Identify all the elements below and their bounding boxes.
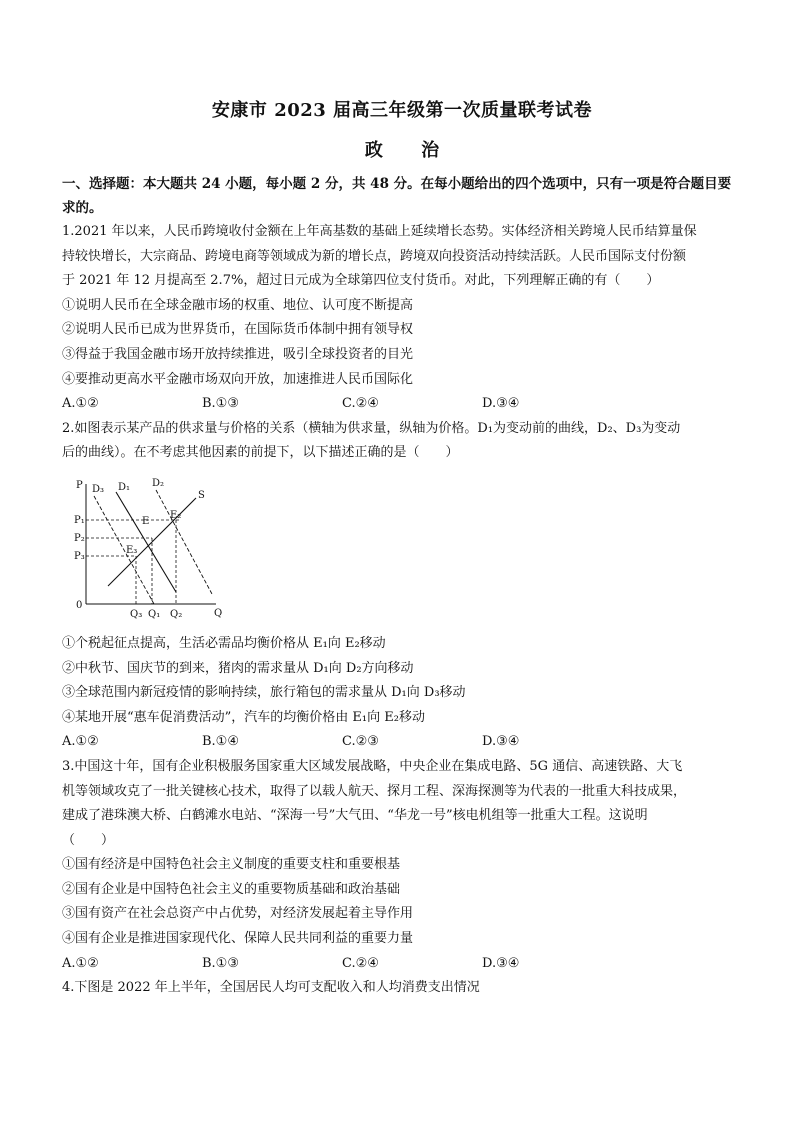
q1-choice-d[interactable]: D.③④ xyxy=(482,396,520,412)
subject-title: 政 治 xyxy=(364,140,456,161)
supply-demand-graph xyxy=(62,476,742,628)
q2-choice-b[interactable]: B.①④ xyxy=(202,734,239,750)
q1-option-1: ①说明人民币在全球金融市场的权重、地位、认可度不断提高 xyxy=(62,297,414,313)
q2-choice-a[interactable]: A.①② xyxy=(62,734,99,750)
d3-label: D₃ xyxy=(92,483,105,495)
q3-stem-line: 建成了港珠澳大桥、白鹤滩水电站、“深海一号”大气田、“华龙一号”核电机组等一批重大工程。这说明 xyxy=(62,808,648,824)
q3-option-1: ①国有经济是中国特色社会主义制度的重要支柱和重要根基 xyxy=(62,857,401,873)
q3-option-4: ④国有企业是推进国家现代化、保障人民共同利益的重要力量 xyxy=(62,931,414,947)
q1-option-3: ③得益于我国金融市场开放持续推进，吸引全球投资者的目光 xyxy=(62,346,414,362)
q3-choice-b[interactable]: B.①③ xyxy=(202,955,239,971)
q1-choice-a[interactable]: A.①② xyxy=(62,396,99,412)
q1-stem-line: 于 2021 年 12 月提高至 2.7%，超过日元成为全球第四位支付货币。对此，下列理解正确的有（ ） xyxy=(62,273,660,289)
demand-curve-d1 xyxy=(116,492,176,592)
question-4 xyxy=(62,976,742,1001)
q2-choices xyxy=(62,730,742,755)
section-heading: 一、选择题：本大题共 24 小题，每小题 2 分，共 48 分。在每小题给出的四个选项中，只有一项是符合题目要求的。 xyxy=(62,176,732,216)
q3-choice-a[interactable]: A.①② xyxy=(62,955,99,971)
p2-label: P₂ xyxy=(74,532,85,544)
d2-label: D₂ xyxy=(152,477,165,489)
q2-label: Q₂ xyxy=(170,608,183,620)
q1-choice-c[interactable]: C.②④ xyxy=(342,396,379,412)
supply-curve-s xyxy=(108,498,196,586)
q2-option-2: ②中秋节、国庆节的到来，猪肉的需求量从 D₁向 D₂方向移动 xyxy=(62,660,414,676)
origin-label: 0 xyxy=(76,599,83,611)
q3-stem-line: 3.中国这十年，国有企业积极服务国家重大区域发展战略，中央企业在集成电路、5G 通信、高速铁路、大飞 xyxy=(62,758,683,774)
demand-curve-d3 xyxy=(94,496,154,604)
q2-choice-c[interactable]: C.②③ xyxy=(342,734,379,750)
q2-option-4: ④某地开展“惠车促消费活动”，汽车的均衡价格由 E₁向 E₂移动 xyxy=(62,709,425,725)
q3-option-3: ③国有资产在社会总资产中占优势，对经济发展起着主导作用 xyxy=(62,906,414,922)
q2-option-1: ①个税起征点提高，生活必需品均衡价格从 E₁向 E₂移动 xyxy=(62,635,386,651)
p3-label: P₃ xyxy=(74,550,85,562)
q1-option-2: ②说明人民币已成为世界货币，在国际货币体制中拥有领导权 xyxy=(62,322,414,338)
q4-stem: 4.下图是 2022 年上半年，全国居民人均可支配收入和人均消费支出情况 xyxy=(62,980,480,996)
e2-label: E₂ xyxy=(170,509,182,521)
q3-stem-line: 机等领域攻克了一批关键核心技术，取得了以载人航天、探月工程、深海探测等为代表的一批重大科技成果， xyxy=(62,783,687,799)
question-2 xyxy=(62,417,742,755)
q1-choices xyxy=(62,392,742,417)
q1-stem-line: 1.2021 年以来，人民币跨境收付金额在上年高基数的基础上延续增长态势。实体经济相关跨境人民币结算量保 xyxy=(62,224,697,239)
q2-stem-line: 后的曲线）。在不考虑其他因素的前提下，以下描述正确的是（ ） xyxy=(62,445,459,461)
q3-option-2: ②国有企业是中国特色社会主义的重要物质基础和政治基础 xyxy=(62,881,401,897)
q1-stem-line: 持较快增长，大宗商品、跨境电商等领域成为新的增长点，跨境双向投资活动持续活跃。人民币国际支付份额 xyxy=(62,248,687,264)
q2-choice-d[interactable]: D.③④ xyxy=(482,734,520,750)
q1-choice-b[interactable]: B.①③ xyxy=(202,396,239,412)
e3-label: E₃ xyxy=(126,544,138,556)
p1-label: P₁ xyxy=(74,514,85,526)
s-label: S xyxy=(198,489,205,501)
q2-stem-line: 2.如图表示某产品的供求量与价格的关系（横轴为供求量，纵轴为价格。D₁为变动前的曲线，D₂、D₃为变动 xyxy=(62,420,681,436)
exam-title: 安康市 2023 届高三年级第一次质量联考试卷 xyxy=(211,100,593,121)
q3-choices xyxy=(62,952,742,977)
d1-label: D₁ xyxy=(118,481,131,493)
question-3 xyxy=(62,755,742,976)
q3-stem-line: （ ） xyxy=(62,832,115,848)
q1-label: Q₁ xyxy=(148,608,161,620)
q2-option-3: ③全球范围内新冠疫情的影响持续，旅行箱包的需求量从 D₁向 D₃移动 xyxy=(62,685,466,701)
q3-choice-c[interactable]: C.②④ xyxy=(342,955,379,971)
supply-demand-svg xyxy=(72,476,222,626)
question-1 xyxy=(62,220,742,417)
e-label: E xyxy=(142,515,150,527)
demand-curve-d2 xyxy=(156,490,212,594)
axis-label-q: Q xyxy=(214,607,222,619)
axis-label-p: P xyxy=(76,479,83,491)
q1-option-4: ④要推动更高水平金融市场双向开放，加速推进人民币国际化 xyxy=(62,371,414,387)
q3-choice-d[interactable]: D.③④ xyxy=(482,955,520,971)
q3-label: Q₃ xyxy=(130,608,143,620)
exam-page xyxy=(62,92,742,1001)
